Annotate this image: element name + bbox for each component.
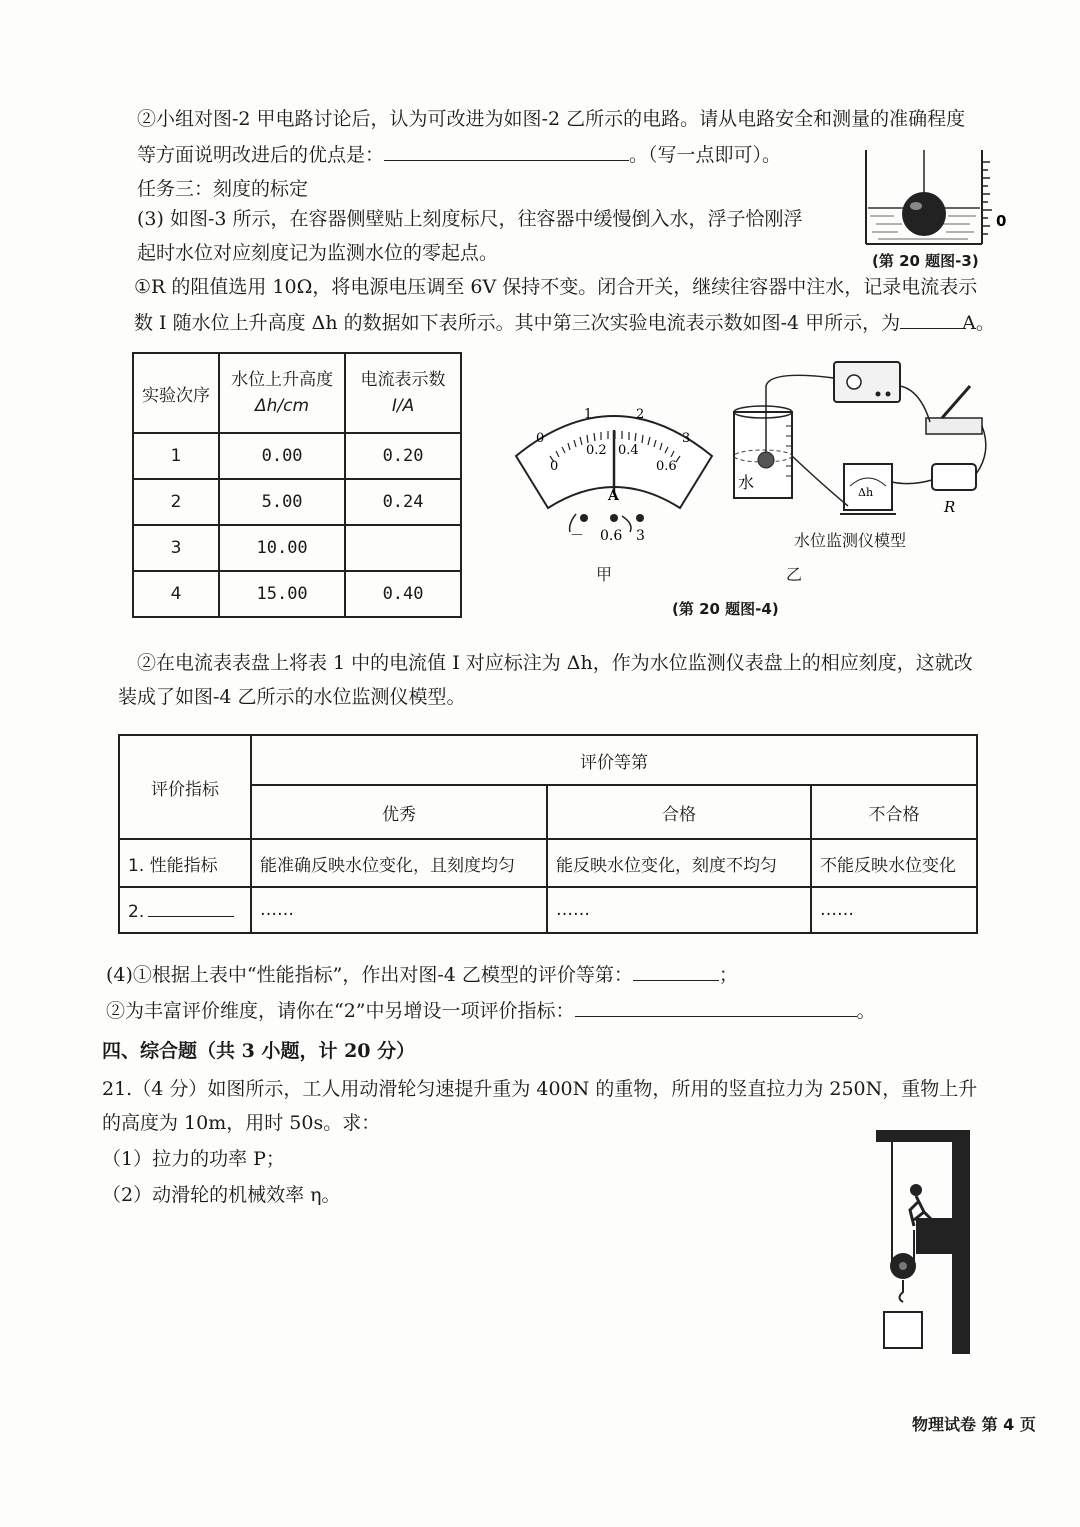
figure-4-caption: (第 20 题图-4) [672,600,779,618]
header-current-name: 电流表示数 [360,370,446,390]
criterion-2-fail: …… [811,887,977,933]
bottom-tick-0.6: 0.6 [656,459,677,474]
cell-height: 0.00 [219,433,345,479]
load-block [884,1312,922,1348]
q20-p31-text: 数 I 随水位上升高度 Δh 的数据如下表所示。其中第三次实验电流表示数如图-4 甲所示，为 [134,312,901,334]
q20-p4-text2: ②为丰富评价维度，请你在“2”中另增设一项评价指标： [106,1000,575,1022]
float-ball [902,192,946,236]
figure-4b-label: 乙 [786,565,803,584]
criterion-performance: 1. 性能指标 [119,839,251,887]
top-tick-1: 1 [584,407,593,422]
figure-4a-label: 甲 [596,565,613,584]
q21-sub1: （1）拉力的功率 P； [102,1148,285,1170]
cell-current-blank[interactable] [345,525,461,571]
q20-p31-line2 [134,310,995,336]
q20-p32-line2: 装成了如图-4 乙所示的水位监测仪模型。 [118,686,466,708]
terminal-negative: － [570,528,584,544]
cell-trial: 3 [133,525,219,571]
grade-excellent: 优秀 [251,785,547,839]
task3-heading: 任务三：刻度的标定 [137,178,309,200]
q21-line1: 21.（4 分）如图所示，工人用动滑轮匀速提升重为 400N 的重物，所用的竖直拉力为 250N，重物上升 [102,1078,978,1100]
cell-current: 0.40 [345,571,461,617]
answer-blank-advantage[interactable] [384,142,629,161]
cell-trial: 1 [133,433,219,479]
page-footer: 物理试卷 第 4 页 [912,1415,1036,1434]
monitor-model-diagram [730,356,1000,526]
header-height-name: 水位上升高度 [231,370,334,390]
bottom-tick-0.4: 0.4 [618,443,639,458]
top-tick-3: 3 [682,431,691,446]
resistor-icon [932,464,976,490]
data-table [132,352,462,618]
section-4-heading: 四、综合题（共 3 小题，计 20 分） [102,1040,416,1062]
power-supply [834,362,900,402]
answer-blank-criterion2[interactable] [148,898,234,917]
q20-p3-line2: 起时水位对应刻度记为监测水位的零起点。 [137,242,499,264]
table-row [119,839,977,887]
q20-p4-line1 [106,962,738,988]
figure-3-caption: (第 20 题图-3) [872,252,979,270]
header-height-unit: Δh/cm [255,396,310,416]
q20-p4-text1: (4)①根据上表中“性能指标”，作出对图-4 乙模型的评价等第： [106,964,633,986]
scale-zero-label: 0 [996,212,1007,230]
pulley-figure [870,1126,980,1358]
eval-criterion-header: 评价指标 [119,735,251,839]
q20-p31-unit: A。 [962,312,995,334]
q20-p3-line1: (3) 如图-3 所示，在容器侧壁贴上刻度标尺，往容器中缓慢倒入水，浮子恰刚浮 [137,208,803,230]
resistor-label: R [944,498,956,516]
performance-fail: 不能反映水位变化 [811,839,977,887]
monitor-model-label: 水位监测仪模型 [794,531,907,550]
header-current-unit: I/A [391,396,415,416]
ammeter-dial [510,396,718,546]
header-current [345,353,461,433]
bottom-tick-0: 0 [550,459,559,474]
grade-fail: 不合格 [811,785,977,839]
cell-height: 15.00 [219,571,345,617]
monitor-gauge-label: Δh [858,486,874,499]
top-tick-0: 0 [536,431,545,446]
criterion-2-number: 2. [128,902,145,922]
figure-3-container [858,140,1018,248]
answer-blank-current[interactable] [900,310,962,329]
criterion-2-cell [119,887,251,933]
q20-p4-line2 [106,998,876,1024]
eval-grade-header: 评价等第 [251,735,977,785]
worker-head-icon [910,1184,922,1196]
switch [926,418,982,434]
q20-p2-tail: 。（写一点即可）。 [629,144,782,166]
q20-p2-text: 等方面说明改进后的优点是： [137,144,385,166]
cell-trial: 4 [133,571,219,617]
table-row [133,571,461,617]
performance-pass: 能反映水位变化，刻度不均匀 [547,839,811,887]
q20-p32-line1: ②在电流表表盘上将表 1 中的电流值 I 对应标注为 Δh，作为水位监测仪表盘上的相应刻度，这就改 [137,652,973,674]
cell-height: 10.00 [219,525,345,571]
top-tick-2: 2 [636,407,645,422]
hook-icon [900,1280,904,1302]
criterion-2-excellent: …… [251,887,547,933]
table-row [119,887,977,933]
criterion-2-pass: …… [547,887,811,933]
terminal-3: 3 [636,528,645,544]
terminal-0.6: 0.6 [600,528,623,544]
cell-height: 5.00 [219,479,345,525]
header-trial: 实验次序 [133,353,219,433]
answer-blank-new-criterion[interactable] [575,998,857,1017]
q21-line2: 的高度为 10m，用时 50s。求： [102,1112,381,1134]
power-knob-icon [847,375,861,389]
cell-trial: 2 [133,479,219,525]
performance-excellent: 能准确反映水位变化，且刻度均匀 [251,839,547,887]
evaluation-table [118,734,978,934]
answer-blank-grade[interactable] [633,962,719,981]
table-row [133,433,461,479]
water-label: 水 [738,473,755,492]
header-height [219,353,345,433]
ammeter-unit: A [608,488,619,504]
q20-p31-line1: ①R 的阻值选用 10Ω，将电源电压调至 6V 保持不变。闭合开关，继续往容器中注水，记录电流表示 [134,276,978,298]
q21-sub2: （2）动滑轮的机械效率 η。 [102,1184,341,1206]
q20-p2-line1: ②小组对图-2 甲电路讨论后，认为可改进为如图-2 乙所示的电路。请从电路安全和测量的准确程度 [137,108,966,130]
q20-p4-tail1: ； [718,964,738,986]
bottom-tick-0.2: 0.2 [586,443,607,458]
cell-current: 0.24 [345,479,461,525]
table-row [133,479,461,525]
float-icon [758,452,774,468]
q20-p2-line2 [137,142,781,168]
q20-p4-tail2: 。 [856,1000,876,1022]
cell-current: 0.20 [345,433,461,479]
table-row [133,525,461,571]
grade-pass: 合格 [547,785,811,839]
